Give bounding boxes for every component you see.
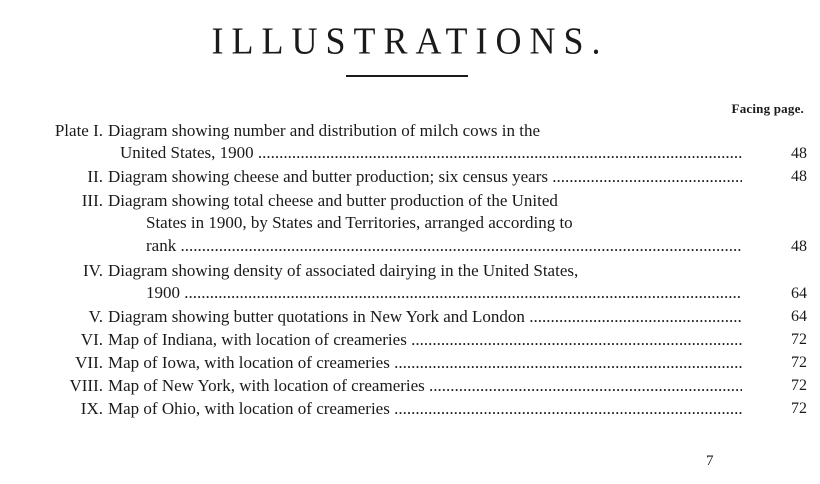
- plate-number: VI.: [80, 330, 103, 349]
- plate-number: IV.: [83, 261, 103, 280]
- page-ref: 48: [791, 168, 807, 185]
- page-ref: 64: [791, 308, 807, 325]
- entry-description: Map of Ohio, with location of creameries .....: [108, 399, 742, 419]
- page-ref: 72: [791, 354, 807, 371]
- illustrations-list: [0, 121, 820, 418]
- plate-number: Plate I.: [54, 121, 103, 140]
- list-item: [0, 191, 820, 261]
- plate-number: VIII.: [69, 376, 103, 395]
- entry-description: Diagram showing cheese and butter production; six census years .....: [108, 167, 742, 187]
- entry-description: United States, 1900 .....: [120, 143, 742, 163]
- page-ref: 48: [791, 145, 807, 162]
- list-item: [0, 399, 820, 423]
- plate-number: IX.: [80, 399, 103, 418]
- list-item: [0, 261, 820, 307]
- plate-number: II.: [87, 167, 103, 186]
- entry-description: Map of Iowa, with location of creameries .....: [108, 353, 742, 373]
- entry-description: States in 1900, by States and Territories, arranged according to: [146, 213, 573, 232]
- entry-description: 1900 .....: [146, 283, 742, 303]
- page-title: ILLUSTRATIONS.: [211, 20, 609, 62]
- list-item: [0, 307, 820, 331]
- list-item: [0, 353, 820, 377]
- plate-number: V.: [88, 307, 103, 326]
- plate-number: VII.: [75, 353, 103, 372]
- entry-description: Map of New York, with location of creameries .....: [108, 376, 742, 396]
- list-item: [0, 330, 820, 354]
- page-number: 7: [706, 453, 714, 469]
- page-ref: 72: [791, 331, 807, 348]
- entry-description: rank .....: [146, 236, 742, 256]
- list-item: [0, 121, 820, 167]
- page-ref: 64: [791, 285, 807, 302]
- plate-number: III.: [81, 191, 103, 210]
- title-divider: [346, 75, 468, 77]
- entry-description: Diagram showing density of associated dairying in the United States,: [108, 261, 579, 280]
- page-ref: 72: [791, 377, 807, 394]
- page-ref: 48: [791, 238, 807, 255]
- entry-description: Map of Indiana, with location of creameries .....: [108, 330, 742, 350]
- list-item: [0, 167, 820, 191]
- entry-description: Diagram showing total cheese and butter production of the United: [108, 191, 558, 210]
- entry-description: Diagram showing number and distribution of milch cows in the: [108, 121, 541, 140]
- entry-description: Diagram showing butter quotations in New York and London .....: [108, 307, 742, 327]
- page-ref: 72: [791, 400, 807, 417]
- facing-page-label: Facing page.: [731, 101, 804, 116]
- list-item: [0, 376, 820, 400]
